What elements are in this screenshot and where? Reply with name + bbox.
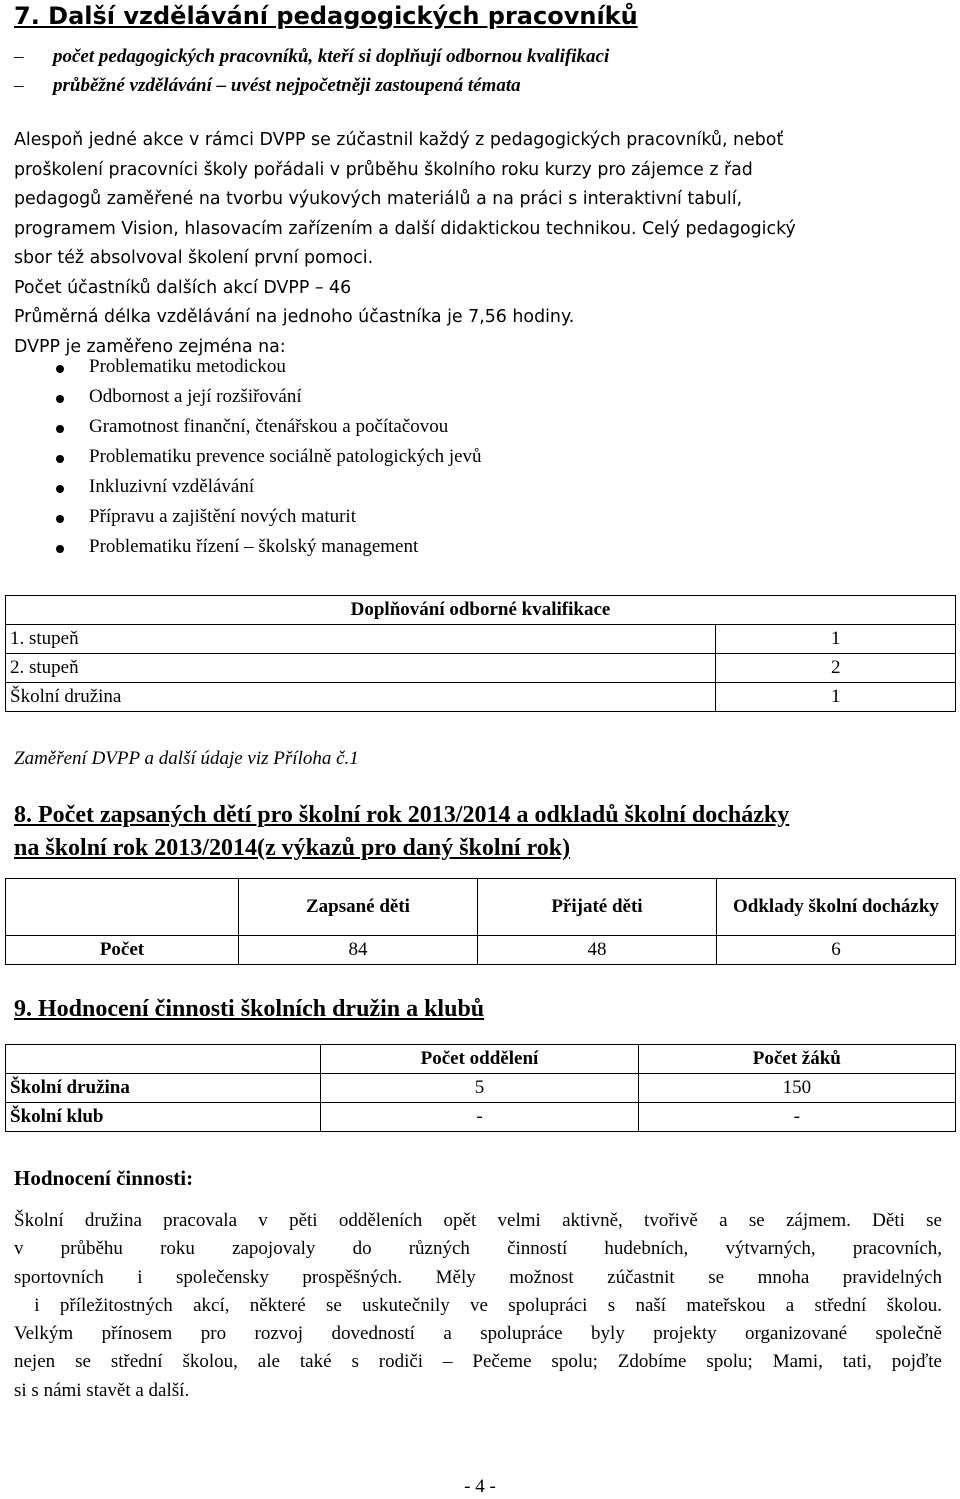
table-row (6, 1103, 956, 1132)
bullet-icon (56, 485, 64, 493)
topic-item (14, 75, 944, 104)
table-row (6, 625, 956, 654)
list-item (14, 416, 914, 446)
table-cell-name: Školní družina (6, 683, 716, 712)
section-8-heading-line: na školní rok 2013/2014(z výkazů pro daný školní rok) (14, 835, 571, 861)
list-item (14, 386, 914, 416)
paragraph-line (14, 244, 942, 274)
paragraph-line-text: programem Vision, hlasovacím zařízením a další didaktickou technikou. Celý pedagogický (14, 218, 796, 239)
bullet-icon (56, 395, 64, 403)
paragraph-line-text: pedagogů zaměřené na tvorbu výukových materiálů a na práci s interaktivní tabulí, (14, 189, 743, 209)
paragraph-line: i příležitostných akcí, některé se uskutečnily ve spolupráci s naší mateřskou a střední školou. (14, 1294, 942, 1316)
section-8-heading (14, 799, 954, 865)
bullet-icon (56, 425, 64, 433)
paragraph-line (14, 215, 942, 245)
list-item (14, 446, 914, 476)
dvpp-count-line: Počet účastníků dalších akcí DVPP – 46 (14, 277, 352, 298)
column-header: Přijaté děti (477, 879, 716, 936)
evaluation-paragraph (14, 1207, 942, 1405)
table-header-row (6, 596, 956, 625)
dvpp-focus-list (14, 356, 914, 566)
paragraph-line (14, 126, 942, 156)
after-school-table (5, 1044, 956, 1132)
paragraph-line-text: Alespoň jedné akce v rámci DVPP se zúčastnil každý z pedagogických pracovníků, neboť (14, 130, 784, 150)
dvpp-focus-intro: DVPP je zaměřeno zejména na: (14, 336, 286, 357)
bullet-icon (56, 515, 64, 523)
page-number: - 4 - (464, 1476, 496, 1497)
section-9-heading: 9. Hodnocení činnosti školních družin a klubů (14, 996, 485, 1022)
paragraph-line: Velkým přínosem pro rozvoj dovedností a spolupráce byly projekty organizované společně (14, 1323, 942, 1345)
table-cell: 84 (238, 936, 477, 965)
topic-item (14, 46, 944, 75)
table-cell: 48 (477, 936, 716, 965)
table-header-row (6, 879, 956, 936)
list-item (14, 476, 914, 506)
paragraph-line: v průběhu roku zapojovaly do různých činností hudebních, výtvarných, pracovních, (14, 1238, 942, 1260)
table-row (6, 683, 956, 712)
dvpp-average-line: Průměrná délka vzdělávání na jednoho účastníka je 7,56 hodiny. (14, 307, 575, 327)
table-title: Doplňování odborné kvalifikace (6, 596, 956, 625)
row-label: Školní družina (6, 1074, 321, 1103)
bullet-icon (56, 545, 64, 553)
paragraph-line: nejen se střední školou, ale také s rodiči – Pečeme spolu; Zdobíme spolu; Mami, tati, pojďte (14, 1351, 942, 1373)
table-cell: - (638, 1103, 955, 1132)
appendix-note: Zaměření DVPP a další údaje viz Příloha č.1 (14, 748, 359, 769)
column-header: Zapsané děti (238, 879, 477, 936)
paragraph-line: Školní družina pracovala v pěti odděleních opět velmi aktivně, tvořivě a se zájmem. Děti se (14, 1210, 942, 1231)
paragraph-line (14, 185, 942, 215)
empty-header-cell (6, 1045, 321, 1074)
section-7-paragraph (14, 126, 942, 362)
topic-text: počet pedagogických pracovníků, kteří si doplňují odbornou kvalifikaci (53, 46, 610, 67)
table-row (6, 936, 956, 965)
empty-header-cell (6, 879, 239, 936)
list-item-text: Gramotnost finanční, čtenářskou a počítačovou (89, 416, 449, 437)
list-item-text: Problematiku řízení – školský management (89, 536, 419, 557)
section-7-topics (14, 46, 944, 104)
table-cell: - (321, 1103, 638, 1132)
qualification-table (5, 595, 956, 712)
evaluation-heading: Hodnocení činnosti: (14, 1166, 194, 1190)
enrollment-table (5, 878, 956, 965)
dash-marker: – (14, 46, 24, 67)
table-cell-name: 2. stupeň (6, 654, 716, 683)
paragraph-line: si s námi stavět a další. (14, 1379, 190, 1401)
table-header-row (6, 1045, 956, 1074)
section-8-heading-line: 8. Počet zapsaných dětí pro školní rok 2013/2014 a odkladů školní docházky (14, 802, 790, 828)
table-row (6, 1074, 956, 1103)
row-label: Školní klub (6, 1103, 321, 1132)
table-cell-value: 1 (716, 683, 956, 712)
row-label: Počet (6, 936, 239, 965)
list-item (14, 506, 914, 536)
section-7-heading: 7. Další vzdělávání pedagogických pracovníků (14, 2, 638, 30)
list-item (14, 356, 914, 386)
list-item-text: Problematiku metodickou (89, 356, 286, 377)
list-item (14, 536, 914, 566)
bullet-icon (56, 455, 64, 463)
table-cell-name: 1. stupeň (6, 625, 716, 654)
list-item-text: Problematiku prevence sociálně patologických jevů (89, 446, 482, 467)
bullet-icon (56, 365, 64, 373)
table-row (6, 654, 956, 683)
table-cell: 6 (716, 936, 955, 965)
table-cell-value: 2 (716, 654, 956, 683)
table-cell: 5 (321, 1074, 638, 1103)
topic-text: průběžné vzdělávání – uvést nejpočetněji zastoupená témata (53, 75, 521, 96)
paragraph-line (14, 156, 942, 186)
column-header: Počet žáků (638, 1045, 955, 1074)
list-item-text: Přípravu a zajištění nových maturit (89, 506, 356, 527)
table-cell: 150 (638, 1074, 955, 1103)
paragraph-line: sportovních i společensky prospěšných. Měly možnost zúčastnit se mnoha pravidelných (14, 1266, 942, 1288)
column-header: Počet oddělení (321, 1045, 638, 1074)
paragraph-line-text: sbor též absolvoval školení první pomoci. (14, 248, 374, 268)
table-cell-value: 1 (716, 625, 956, 654)
dash-marker: – (14, 75, 24, 96)
paragraph-line-text: proškolení pracovníci školy pořádali v průběhu školního roku kurzy pro zájemce z řad (14, 159, 753, 180)
column-header: Odklady školní docházky (716, 879, 955, 936)
list-item-text: Inkluzivní vzdělávání (89, 476, 255, 497)
list-item-text: Odbornost a její rozšiřování (89, 386, 302, 407)
